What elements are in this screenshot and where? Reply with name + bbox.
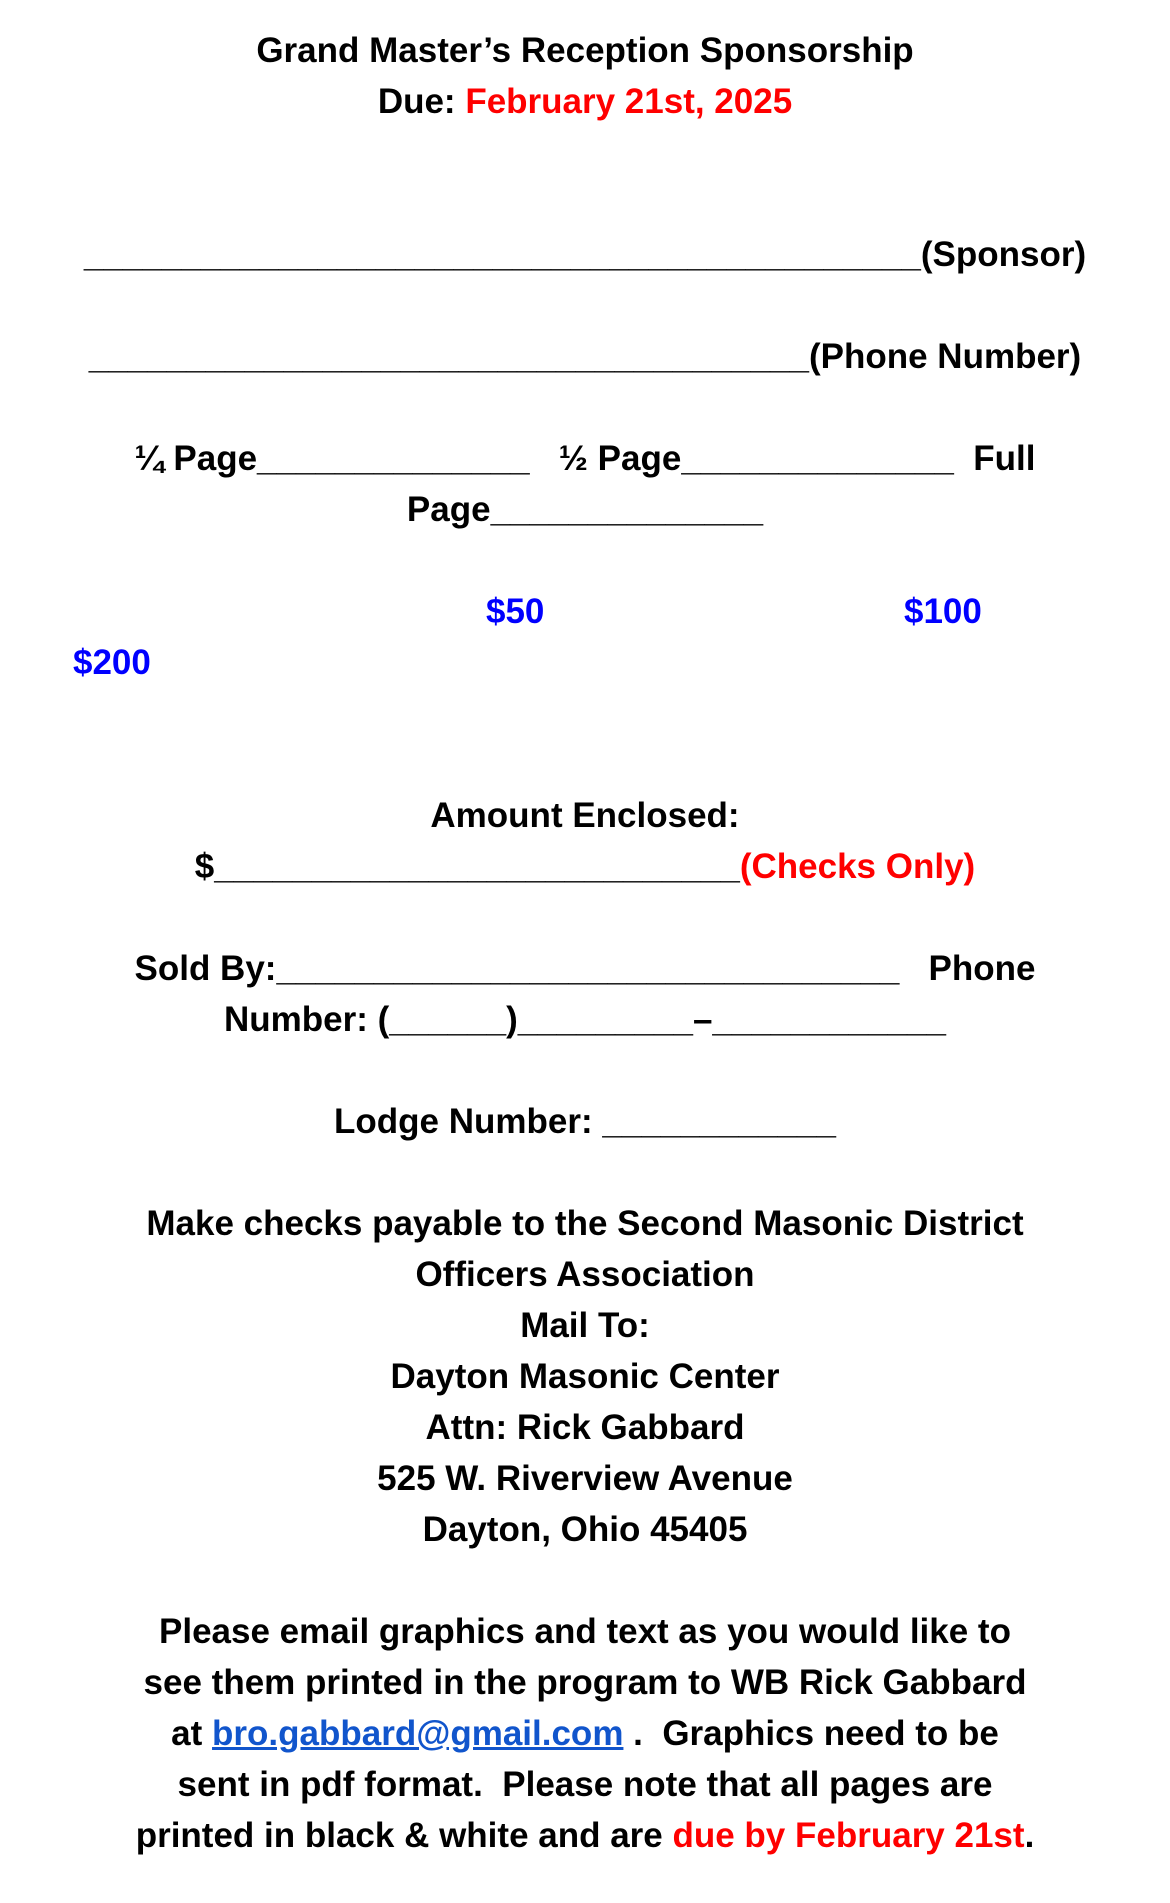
note-text: . Graphics need to be	[623, 1714, 999, 1753]
lodge-number-label: Lodge Number:	[334, 1102, 603, 1141]
address-text: 525 W. Riverview Avenue	[377, 1459, 793, 1498]
address-line-4	[0, 1504, 1170, 1555]
half-page-label: ½ Page	[558, 439, 682, 478]
blank-line	[0, 1147, 1170, 1198]
prefix-blank: _________	[517, 1000, 693, 1039]
amount-enclosed-line	[0, 790, 1170, 841]
address-line-3	[0, 1453, 1170, 1504]
full-page-label-2: Page	[406, 490, 491, 529]
note-text: .	[1024, 1816, 1035, 1855]
note-line-4	[0, 1759, 1170, 1810]
spacer	[954, 439, 973, 478]
note-text: sent in pdf format. Please note that all pages are	[177, 1765, 993, 1804]
line-number-blank: ____________	[712, 1000, 946, 1039]
blank-line	[0, 280, 1170, 331]
phone-number-label-2: Number: (	[224, 1000, 390, 1039]
phone-number-line	[0, 994, 1170, 1045]
payable-text: Make checks payable to the Second Masonic District	[146, 1204, 1024, 1243]
lodge-number-line	[0, 1096, 1170, 1147]
due-date: February 21st, 2025	[465, 82, 793, 121]
blank-line	[0, 178, 1170, 229]
quarter-page-blank: ______________	[257, 439, 530, 478]
blank-line	[0, 892, 1170, 943]
address-text: Dayton, Ohio 45405	[422, 1510, 748, 1549]
note-text: at	[171, 1714, 213, 1753]
lodge-number-blank: ____________	[602, 1102, 836, 1141]
blank-line	[0, 127, 1170, 178]
note-line-2	[0, 1657, 1170, 1708]
note-text: printed in black & white and are	[135, 1816, 673, 1855]
sold-by-label: Sold By:	[134, 949, 277, 988]
note-line-1	[0, 1606, 1170, 1657]
full-page-blank: ______________	[490, 490, 764, 529]
full-page-price: $200	[73, 643, 151, 682]
full-page-label-1: Full	[973, 439, 1036, 478]
due-label: Due:	[377, 82, 466, 121]
price-line-1	[0, 586, 1170, 637]
quarter-page-price: $50	[486, 592, 545, 631]
amount-enclosed-label: Amount Enclosed:	[430, 796, 740, 835]
blank-line	[0, 1045, 1170, 1096]
phone-blank: _____________________________________	[88, 337, 809, 376]
title-line	[0, 25, 1170, 76]
half-page-price: $100	[904, 592, 982, 631]
blank-line	[0, 688, 1170, 739]
email-link[interactable]: bro.gabbard@gmail.com	[212, 1714, 624, 1753]
sold-by-line	[0, 943, 1170, 994]
due-line	[0, 76, 1170, 127]
address-text: Dayton Masonic Center	[390, 1357, 780, 1396]
sold-by-blank: ________________________________	[276, 949, 900, 988]
sponsor-line	[0, 229, 1170, 280]
spacer	[899, 949, 928, 988]
note-text: see them printed in the program to WB Rick Gabbard	[143, 1663, 1027, 1702]
payable-text: Officers Association	[415, 1255, 755, 1294]
checks-only-label: (Checks Only)	[739, 847, 976, 886]
sponsor-blank: ___________________________________________	[83, 235, 921, 274]
blank-line	[0, 739, 1170, 790]
half-page-blank: ______________	[681, 439, 954, 478]
sponsor-label: (Sponsor)	[920, 235, 1087, 274]
due-deadline-text: due by February 21st	[672, 1816, 1025, 1855]
address-text: Attn: Rick Gabbard	[425, 1408, 745, 1447]
price-line-2	[0, 637, 1170, 688]
spacer	[530, 439, 559, 478]
address-line-1	[0, 1351, 1170, 1402]
payable-line-2	[0, 1249, 1170, 1300]
page-title: Grand Master’s Reception Sponsorship	[256, 31, 914, 70]
quarter-page-label: ¼ Page	[134, 439, 258, 478]
blank-line	[0, 382, 1170, 433]
payable-line-1	[0, 1198, 1170, 1249]
paren: )	[506, 1000, 518, 1039]
page-size-line	[0, 433, 1170, 484]
blank-line	[0, 535, 1170, 586]
note-line-3	[0, 1708, 1170, 1759]
area-code-blank: ______	[389, 1000, 507, 1039]
mail-to-label: Mail To:	[520, 1306, 650, 1345]
note-text: Please email graphics and text as you would like to	[159, 1612, 1011, 1651]
phone-number-label-1: Phone	[928, 949, 1036, 988]
mail-to-line	[0, 1300, 1170, 1351]
phone-line	[0, 331, 1170, 382]
amount-blank: ___________________________	[214, 847, 740, 886]
dash: –	[692, 1000, 713, 1039]
dollar-sign: $	[194, 847, 215, 886]
address-line-2	[0, 1402, 1170, 1453]
phone-label: (Phone Number)	[808, 337, 1082, 376]
checks-line	[0, 841, 1170, 892]
blank-line	[0, 1555, 1170, 1606]
note-line-5	[0, 1810, 1170, 1861]
page-size-line-2	[0, 484, 1170, 535]
